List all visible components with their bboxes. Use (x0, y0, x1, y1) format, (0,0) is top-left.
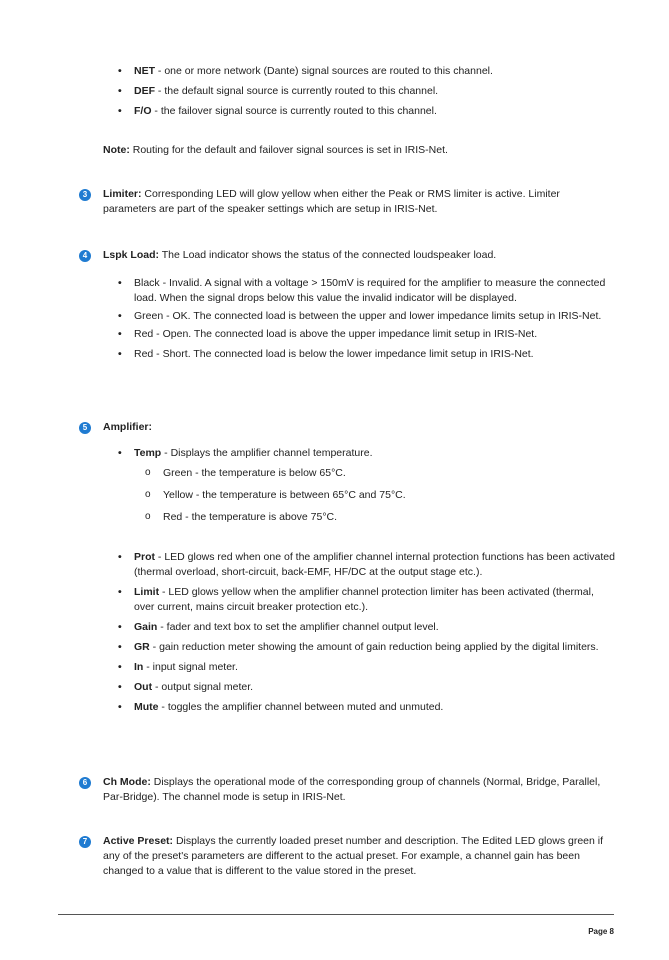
list-item: • Mute - toggles the amplifier channel between muted and unmuted. (118, 700, 616, 715)
list-item: • F/O - the failover signal source is currently routed to this channel. (118, 104, 616, 119)
list-item: • GR - gain reduction meter showing the amount of gain reduction being applied by the digital limiters. (118, 640, 616, 655)
note-paragraph: Note: Routing for the default and failover signal sources is set in IRIS-Net. (103, 144, 448, 156)
sub-list-item: o Red - the temperature is above 75°C. (145, 510, 616, 525)
list-item: • In - input signal meter. (118, 660, 616, 675)
ch-mode-paragraph: Ch Mode: Displays the operational mode of the corresponding group of channels (Normal, Bridge, Parallel, Par-Bridge). The channel mode is setup in IRIS-Net. (103, 776, 601, 803)
list-item: • NET - one or more network (Dante) signal sources are routed to this channel. (118, 64, 616, 79)
sub-list-item: o Yellow - the temperature is between 65°C and 75°C. (145, 488, 616, 503)
list-item: • Red - Open. The connected load is above the upper impedance limit setup in IRIS-Net. (118, 327, 616, 342)
list-item: • Out - output signal meter. (118, 680, 616, 695)
active-preset-paragraph: Active Preset: Displays the currently loaded preset number and description. The Edited LED glows green if any of the preset's parameters are different to the actual preset. For example, a channel gain has been changed to a value that is different to the value stored in the preset. (103, 835, 604, 877)
list-item: • Limit - LED glows yellow when the amplifier channel protection limiter has been activated (thermal, over current, mains circuit breaker protection etc.). (118, 585, 616, 615)
section-number-badge: 3 (79, 189, 91, 201)
section-number-badge: 4 (79, 250, 91, 262)
list-item: • DEF - the default signal source is currently routed to this channel. (118, 84, 616, 99)
amplifier-list (118, 550, 616, 720)
list-item: • Prot - LED glows red when one of the amplifier channel internal protection functions has been activated (thermal overload, short-circuit, back-EMF, HF/DC at the output stage etc.). (118, 550, 616, 580)
load-status-list (118, 276, 616, 367)
list-item: • Temp - Displays the amplifier channel temperature. (118, 446, 616, 461)
footer-divider (58, 914, 614, 915)
list-item: • Black - Invalid. A signal with a voltage > 150mV is required for the amplifier to measure the connected load. When the signal drops below this value the invalid indicator will be displayed. (118, 276, 616, 306)
routing-list (118, 64, 616, 124)
temperature-list (118, 466, 616, 525)
section-number-badge: 7 (79, 836, 91, 848)
lspk-load-paragraph: Lspk Load: The Load indicator shows the status of the connected loudspeaker load. (103, 249, 497, 261)
section-number-badge: 5 (79, 422, 91, 434)
section-number-badge: 6 (79, 777, 91, 789)
list-item: • Red - Short. The connected load is below the lower impedance limit setup in IRIS-Net. (118, 347, 616, 362)
amplifier-temp (118, 446, 616, 532)
limiter-paragraph: Limiter: Corresponding LED will glow yellow when either the Peak or RMS limiter is active. Limiter parameters are part of the speaker settings which are setup in IRIS-Net. (103, 188, 560, 215)
list-item: • Gain - fader and text box to set the amplifier channel output level. (118, 620, 616, 635)
list-item: • Green - OK. The connected load is between the upper and lower impedance limits setup in IRIS-Net. (118, 309, 616, 324)
page-number: Page 8 (588, 927, 614, 936)
amplifier-heading: Amplifier: (103, 421, 153, 433)
sub-list-item: o Green - the temperature is below 65°C. (145, 466, 616, 481)
